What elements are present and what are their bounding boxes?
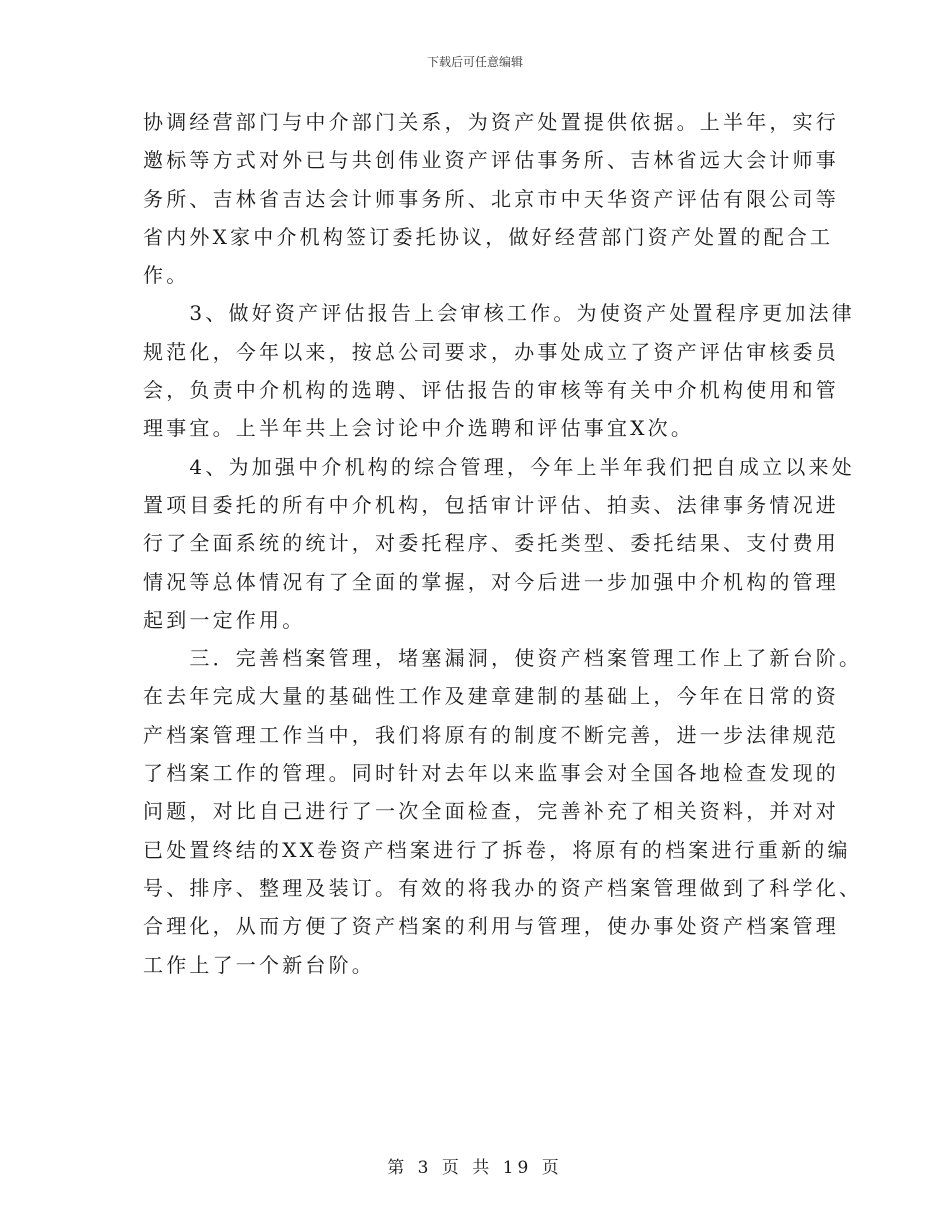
- text-line: 了档案工作的管理。同时针对去年以来监事会对全国各地检查发现的: [143, 761, 839, 786]
- text-line: 行了全面系统的统计，对委托程序、委托类型、委托结果、支付费用: [143, 531, 839, 556]
- text-line: 邀标等方式对外已与共创伟业资产评估事务所、吉林省远大会计师事: [143, 148, 839, 173]
- text-line: 务所、吉林省吉达会计师事务所、北京市中天华资产评估有限公司等: [143, 186, 839, 211]
- text-line: 在去年完成大量的基础性工作及建章建制的基础上，今年在日常的资: [143, 684, 839, 709]
- text-line: 问题，对比自己进行了一次全面检查，完善补充了相关资料，并对对: [143, 799, 839, 824]
- text-line: 情况等总体情况有了全面的掌握，对今后进一步加强中介机构的管理: [143, 569, 839, 594]
- text-line: 合理化，从而方便了资产档案的利用与管理，使办事处资产档案管理: [143, 914, 839, 939]
- text-line: 起到一定作用。: [143, 607, 306, 632]
- text-line: 省内外X家中介机构签订委托协议，做好经营部门资产处置的配合工: [143, 224, 834, 249]
- text-line: 号、排序、整理及装订。有效的将我办的资产档案管理做到了科学化、: [143, 875, 863, 900]
- text-line: 规范化，今年以来，按总公司要求，办事处成立了资产评估审核委员: [143, 339, 839, 364]
- page-number: 第 3 页 共 19 页: [387, 1158, 563, 1178]
- text-line: 产档案管理工作当中，我们将原有的制度不断完善，进一步法律规范: [143, 722, 839, 747]
- text-line: 作。: [143, 263, 190, 288]
- text-line: 已处置终结的XX卷资产档案进行了拆卷，将原有的档案进行重新的编: [143, 837, 851, 862]
- text-line: 理事宜。上半年共上会讨论中介选聘和评估事宜X次。: [143, 416, 695, 441]
- document-body: [143, 103, 863, 984]
- page-header: 下载后可任意编辑: [426, 55, 523, 69]
- text-line: 工作上了一个新台阶。: [143, 952, 375, 977]
- text-line: 会，负责中介机构的选聘、评估报告的审核等有关中介机构使用和管: [143, 378, 839, 403]
- text-line: 4、为加强中介机构的综合管理，今年上半年我们把自成立以来处: [143, 454, 855, 479]
- text-line: 3、做好资产评估报告上会审核工作。为使资产处置程序更加法律: [143, 301, 855, 326]
- text-line: 三．完善档案管理，堵塞漏洞，使资产档案管理工作上了新台阶。: [143, 646, 863, 671]
- text-line: 协调经营部门与中介部门关系，为资产处置提供依据。上半年，实行: [143, 110, 839, 134]
- text-line: 置项目委托的所有中介机构，包括审计评估、拍卖、法律事务情况进: [143, 492, 839, 517]
